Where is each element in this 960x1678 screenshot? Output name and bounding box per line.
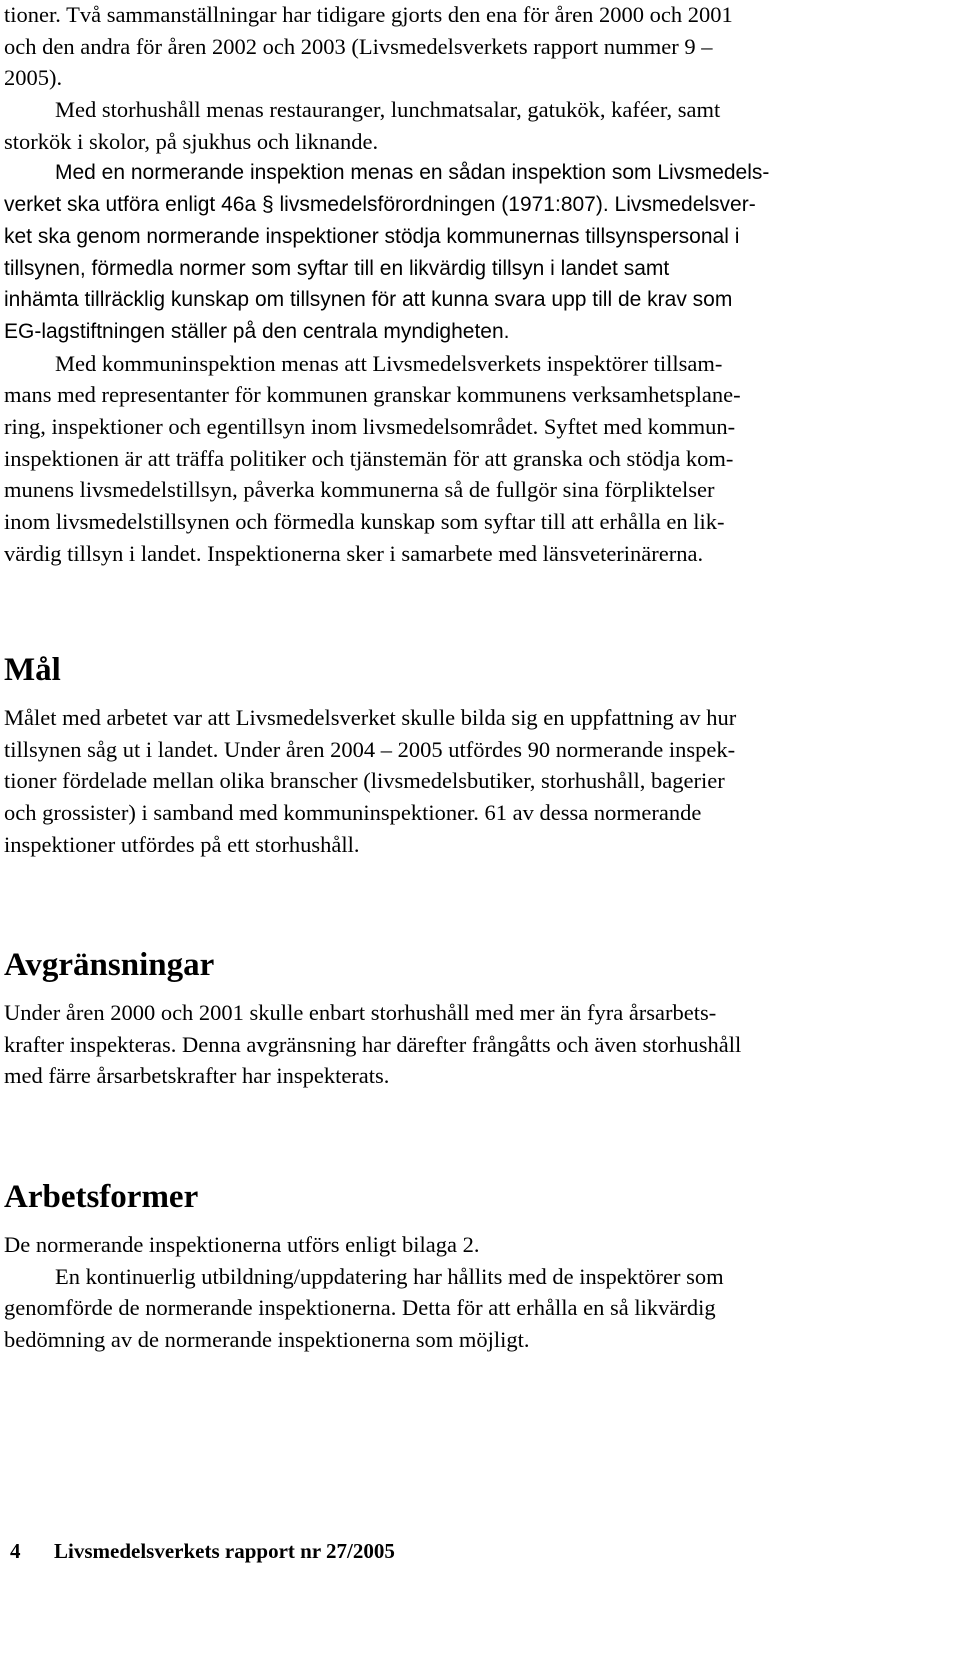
text-line: 2005). [4, 65, 63, 91]
text-line: munens livsmedelstillsyn, påverka kommunerna så de fullgör sina förpliktelser [4, 477, 715, 503]
text-line: ring, inspektioner och egentillsyn inom livsmedelsområdet. Syftet med kommun- [4, 413, 736, 439]
text-line: och grossister) i samband med kommuninspektioner. 61 av dessa normerande [4, 800, 702, 826]
text-line: tioner fördelade mellan olika branscher (livsmedelsbutiker, storhushåll, bagerier [4, 768, 725, 794]
text-line: EG-lagstiftningen ställer på den centrala myndigheten. [4, 319, 510, 343]
text-line: genomförde de normerande inspektionerna. Detta för att erhålla en så likvärdig [4, 1295, 716, 1321]
text-line: Målet med arbetet var att Livsmedelsverket skulle bilda sig en uppfattning av hur [4, 705, 737, 730]
section-heading: Mål [4, 652, 61, 688]
section-avgransningar [4, 945, 944, 1092]
text-line: inspektioner utfördes på ett storhushåll. [4, 831, 360, 857]
text-line: tillsynen, förmedla normer som syftar till en likvärdig tillsyn i landet samt [4, 256, 670, 280]
text-line: med färre årsarbetskrafter har inspekterats. [4, 1063, 390, 1089]
text-line: inspektionen är att träffa politiker och tjänstemän för att granska och stödja kom- [4, 445, 734, 471]
section-arbetsformer [4, 1177, 944, 1356]
text-line: En kontinuerlig utbildning/uppdatering har hållits med de inspektörer som [55, 1263, 724, 1289]
text-line: verket ska utföra enligt 46a § livsmedelsförordningen (1971:807). Livsmedelsver- [4, 193, 756, 217]
section-heading: Arbetsformer [4, 1179, 199, 1215]
text-line: mans med representanter för kommunen granskar kommunens verksamhetsplane- [4, 382, 741, 408]
text-line: Med en normerande inspektion menas en sådan inspektion som Livsmedels- [55, 161, 770, 185]
text-line: inhämta tillräcklig kunskap om tillsynen för att kunna svara upp till de krav som [4, 288, 733, 312]
text-line: ket ska genom normerande inspektioner stödja kommunernas tillsynspersonal i [4, 224, 740, 248]
text-line: storkök i skolor, på sjukhus och liknande. [4, 128, 379, 154]
section-heading: Avgränsningar [4, 947, 215, 983]
section-mal [4, 650, 944, 860]
text-line: tioner. Två sammanställningar har tidigare gjorts den ena för åren 2000 och 2001 [4, 2, 733, 27]
page-footer [10, 1538, 395, 1564]
text-line: och den andra för åren 2002 och 2003 (Livsmedelsverkets rapport nummer 9 – [4, 33, 713, 59]
page-number: 4 [10, 1539, 21, 1563]
text-line: De normerande inspektionerna utförs enligt bilaga 2. [4, 1232, 480, 1257]
text-line: bedömning av de normerande inspektionerna som möjligt. [4, 1327, 530, 1353]
text-line: tillsynen såg ut i landet. Under åren 2004 – 2005 utfördes 90 normerande inspek- [4, 736, 736, 762]
report-title: Livsmedelsverkets rapport nr 27/2005 [54, 1539, 395, 1563]
intro-text [4, 0, 944, 569]
text-line: Med kommuninspektion menas att Livsmedelsverkets inspektörer tillsam- [55, 350, 723, 376]
text-line: krafter inspekteras. Denna avgränsning har därefter frångåtts och även storhushåll [4, 1031, 742, 1057]
text-line: inom livsmedelstillsynen och förmedla kunskap som syftar till att erhålla en lik- [4, 509, 725, 534]
text-line: värdig tillsyn i landet. Inspektionerna sker i samarbete med länsveterinärerna. [4, 540, 704, 566]
text-line: Med storhushåll menas restauranger, lunchmatsalar, gatukök, kaféer, samt [55, 97, 721, 123]
text-line: Under åren 2000 och 2001 skulle enbart storhushåll med mer än fyra årsarbets- [4, 1000, 717, 1025]
